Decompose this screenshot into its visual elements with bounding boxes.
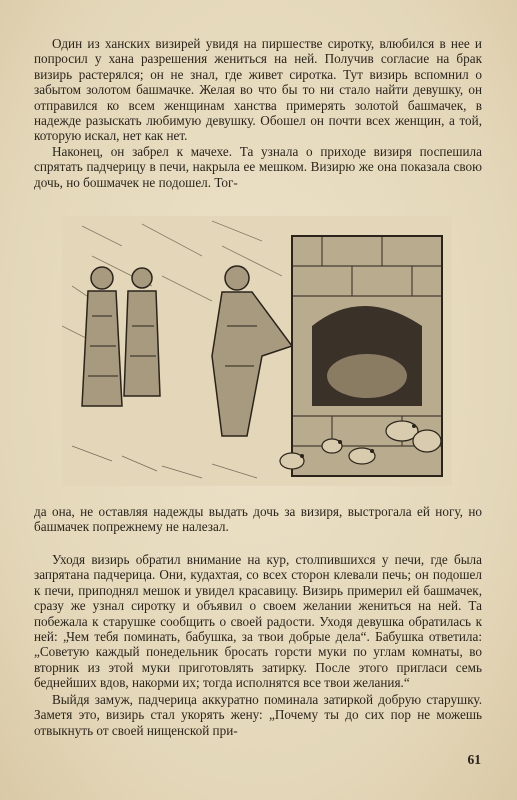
paragraph-stepmother-hides-continued: да она, не оставляя надежды выдать дочь за визиря, выстрогала ей ногу, но башмачек попрежнему не налезал. <box>34 504 482 535</box>
paragraph-stepmother-hides: Наконец, он забрел к мачехе. Та узнала о приходе визиря поспешила спрятать падчерицу в печи, накрыла ее мешком. Визирю же она показала свою дочь, но бошмачек не подошел. Тог- <box>34 144 482 190</box>
paragraph-vizier-finds-girl: Уходя визирь обратил внимание на кур, столпившихся у печи, где была запрятана падчерица. Они, кудахтая, со всех сторон клевали печь; он подошел к печи, приподнял мешок и увидел красавицу. Визирь примерил ей башмачек, сразу же узнал сиротку и объявил о своем желании жениться на ней. Та побежала к старушке сообщить о своей радости. Уходя девушка обратилась к ней: „Чем тебя поминать, бабушка, за твои добрые дела“. Бабушка ответила: „Советую каждый понедельник бросать горсти муки по углам комнаты, во вторник из этой муки приготовлять затирку. После этого пригласи семь беднейших вдов, накорми их; тогда исполнятся все твои желания.“ <box>34 552 482 691</box>
page-number: 61 <box>467 752 481 767</box>
paragraph-after-marriage: Выйдя замуж, падчерица аккуратно поминала затиркой добрую старушку. Заметя это, визирь стал укорять жену: „Почему ты до сих пор не можешь отвыкнуть от своей нищенской при- <box>34 692 482 738</box>
paragraph-vizier-falls-in-love: Один из ханских визирей увидя на пиршестве сиротку, влюбился в нее и попросил у хана разрешения жениться на ней. Получив согласие на брак визирь растерялся; он не знал, где живет сиротка. Тут визирь вспомнил о забытом золотом башмачке. Желая во что бы то ни стало найти девушку, он отправился ко всем женщинам ханства примерять золотой башмачек, в надежде разыскать любимую девушку. Обошел он почти всех женщин, а той, которую искал, нет как нет. <box>34 36 482 144</box>
woodcut-illustration <box>62 216 452 486</box>
